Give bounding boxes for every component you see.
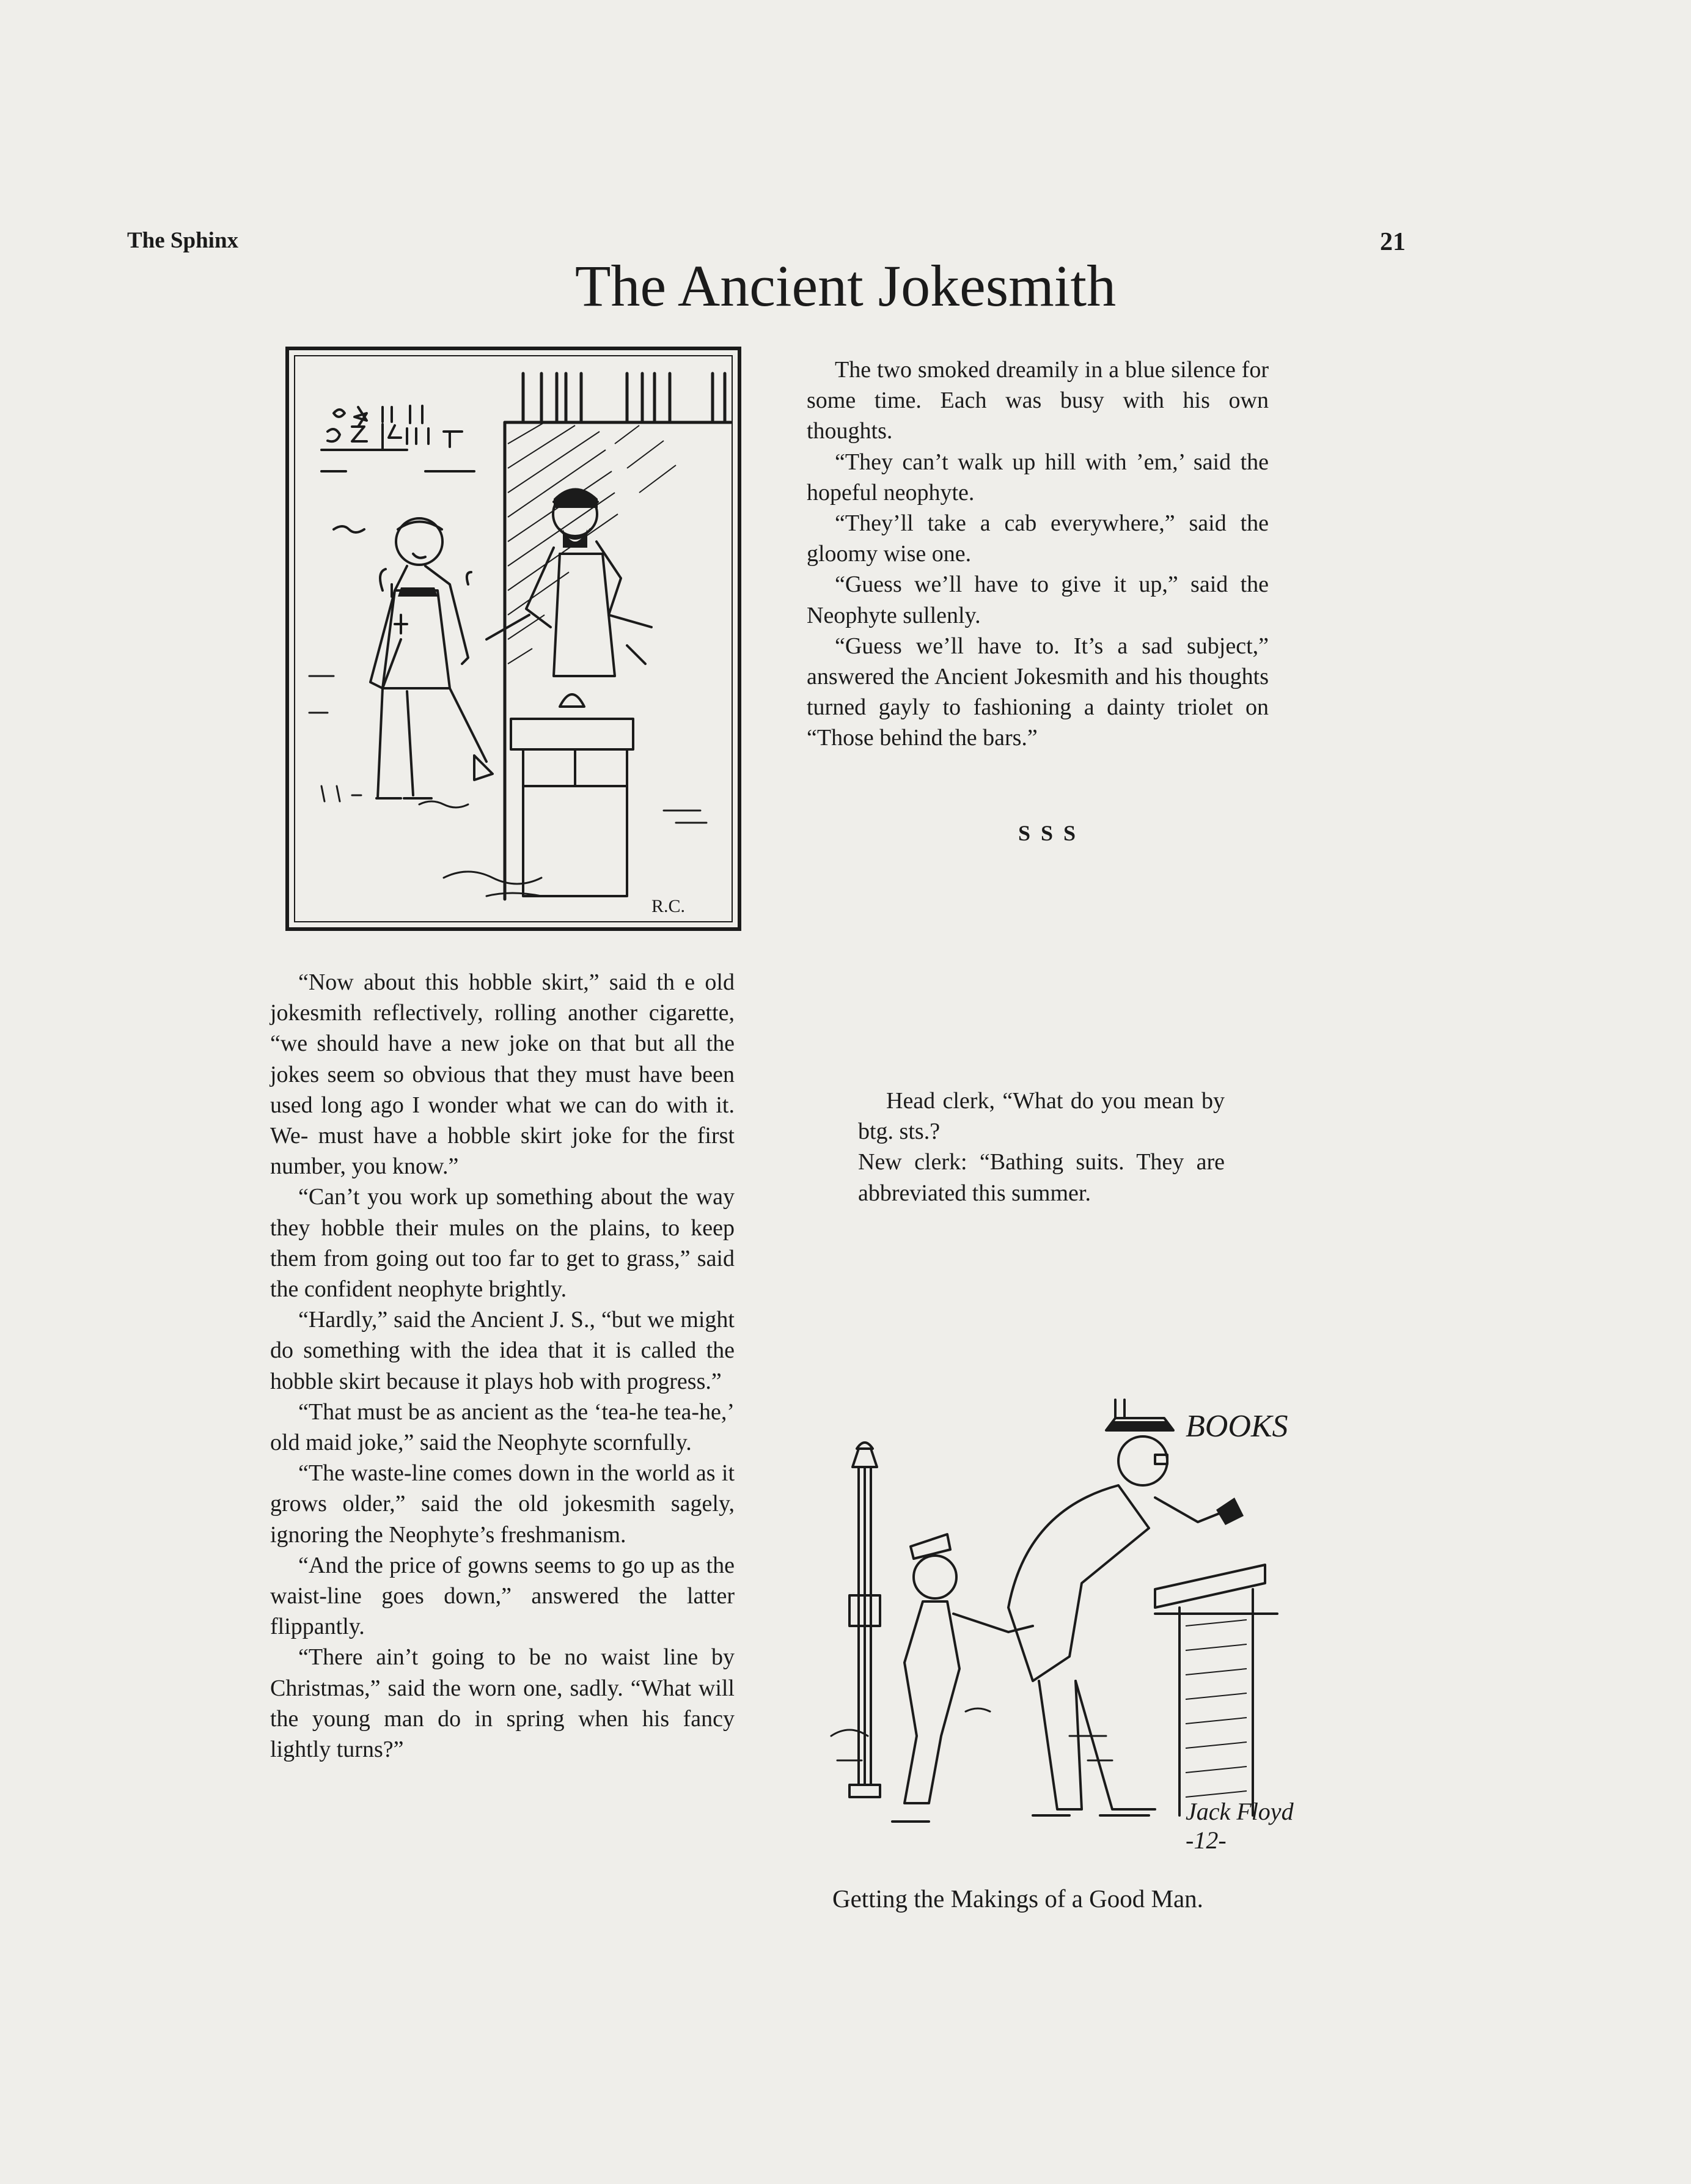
story-paragraph: “Can’t you work up something about the way they hobble their mules on the plains, to keep them from going out too far to get to grass,” said the confident neophyte brightly.	[270, 1184, 735, 1303]
story-paragraph: “Guess we’ll have to give it up,” said the Neophyte sullenly.	[807, 572, 1269, 628]
joke-block	[858, 1086, 1225, 1208]
jokesmith-drawing	[285, 346, 743, 933]
story-paragraph: “There ain’t going to be no waist line by Christmas,” said the worn one, sadly. “What will the young man do in spring when his fancy lightly turns?”	[270, 1644, 735, 1763]
story-paragraph: “They’ll take a cab everywhere,” said the gloomy wise one.	[807, 510, 1269, 567]
joke-line: New clerk: “Bathing suits. They are abbreviated this summer.	[858, 1149, 1225, 1206]
story-paragraph: “The waste-line comes down in the world as it grows older,” said the old jokesmith sagely, ignoring the Neophyte’s freshmanism.	[270, 1460, 735, 1548]
story-left-column	[270, 967, 735, 1765]
story-paragraph: “Now about this hobble skirt,” said th e old jokesmith reflectively, rolling another cigarette, “we should have a new joke on that but all the jokes seem so obvious that they must have been used long ago I wonder what we can do with it. We- must have a hobble skirt joke for the first number, you know.”	[270, 969, 735, 1180]
story-paragraph: “They can’t walk up hill with ’em,’ said the hopeful neophyte.	[807, 449, 1269, 506]
page-number: 21	[1380, 228, 1406, 256]
story-right-column	[807, 355, 1269, 754]
article-title: The Ancient Jokesmith	[574, 253, 1117, 318]
running-head-title: The Sphinx	[127, 228, 239, 253]
cartoon-drawing	[813, 1394, 1302, 1858]
illustrator-signature: R.C.	[651, 896, 686, 916]
cartoonist-signature: Jack Floyd -12-	[1186, 1798, 1294, 1854]
cartoon-illustration	[813, 1394, 1302, 1858]
story-paragraph: The two smoked dreamily in a blue silence for some time. Each was busy with his own thoughts.	[807, 357, 1269, 444]
cartoon-caption: Getting the Makings of a Good Man.	[832, 1884, 1203, 1913]
story-paragraph: “Guess we’ll have to. It’s a sad subject,” answered the Ancient Jokesmith and his thoughts turned gayly to fashioning a dainty triolet on “Those behind the bars.”	[807, 633, 1269, 751]
joke-line: Head clerk, “What do you mean by btg. sts.?	[858, 1088, 1225, 1145]
story-paragraph: “Hardly,” said the Ancient J. S., “but we might do something with the idea that it is called the hobble skirt because it plays hob with progress.”	[270, 1307, 735, 1394]
story-paragraph: “And the price of gowns seems to go up as the waist-line goes down,” answered the latter flippantly.	[270, 1552, 735, 1640]
jokesmith-illustration	[285, 346, 743, 933]
book-sign-text: BOOKS	[1186, 1409, 1288, 1444]
section-separator: S S S	[1018, 821, 1079, 845]
story-paragraph: “That must be as ancient as the ‘tea-he tea-he,’ old maid joke,” said the Neophyte scornfully.	[270, 1399, 735, 1456]
